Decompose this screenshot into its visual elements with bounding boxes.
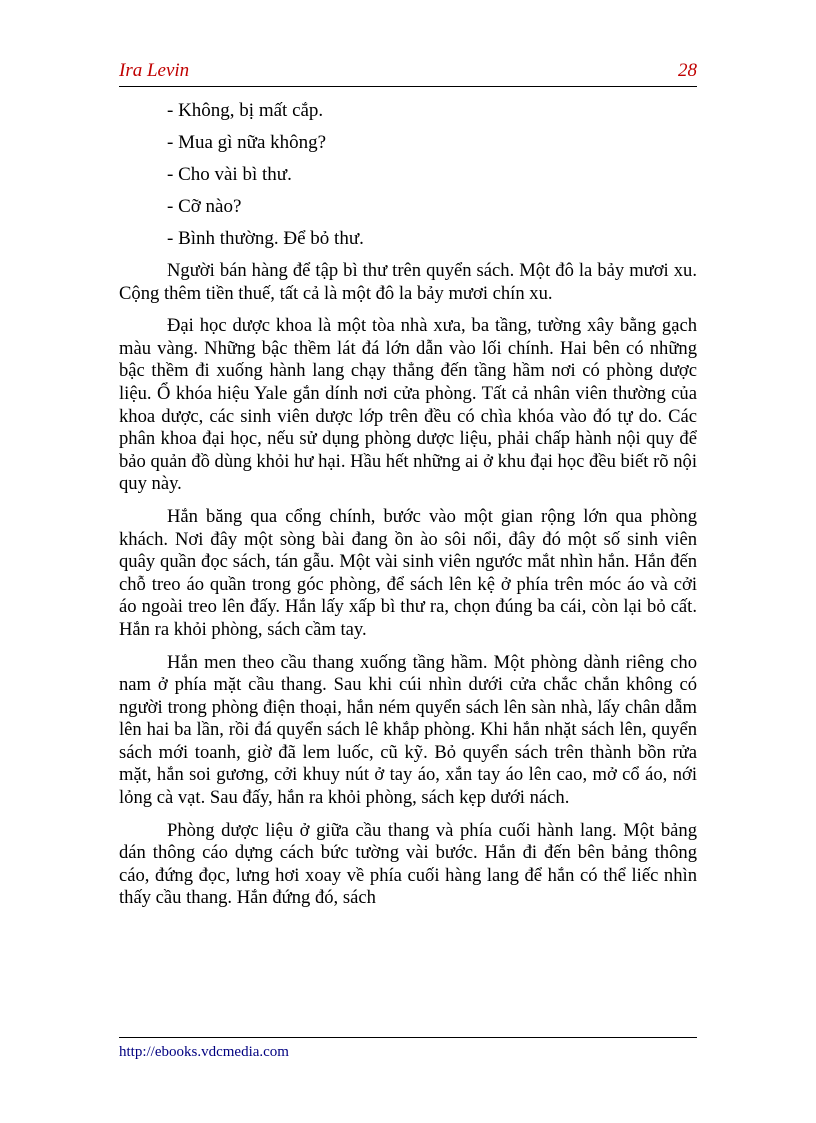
paragraph: Hắn băng qua cổng chính, bước vào một gian rộng lớn qua phòng khách. Nơi đây một sòng bài đang ồn ào sôi nổi, đây đó một số sinh viên quây quần đọc sách, tán gẫu. Một vài sinh viên ngước mắt nhìn hắn. Hắn đến chỗ treo áo quần trong góc phòng, để sách lên kệ ở phía trên móc áo và cởi áo ngoài treo lên đấy. Hắn lấy xấp bì thư ra, chọn đúng ba cái, còn lại bỏ cất. Hắn ra khỏi phòng, sách cầm tay.	[119, 505, 697, 640]
dialog-line: - Cỡ nào?	[167, 196, 242, 217]
dialog-line: - Bình thường. Để bỏ thư.	[167, 228, 364, 249]
footer-link[interactable]: http://ebooks.vdcmedia.com	[119, 1044, 289, 1060]
paragraph: Người bán hàng để tập bì thư trên quyển sách. Một đô la bảy mươi xu. Cộng thêm tiền thuế, tất cả là một đô la bảy mươi chín xu.	[119, 260, 697, 304]
page-number: 28	[678, 60, 697, 81]
dialog-line: - Cho vài bì thư.	[167, 164, 292, 185]
page-body	[119, 100, 697, 920]
paragraph: Hắn men theo cầu thang xuống tầng hầm. Một phòng dành riêng cho nam ở phía mặt cầu thang. Sau khi cúi nhìn dưới cửa chắc chắn không có người trong phòng điện thoại, hắn ném quyển sách lên sàn nhà, lấy chân dẫm lên hai ba lần, rồi đá quyển sách lê khắp phòng. Khi hắn nhặt sách lên, quyển sách mới toanh, giờ đã lem luốc, cũ kỹ. Bỏ quyển sách trên thành bồn rửa mặt, hắn soi gương, cởi khuy nút ở tay áo, xắn tay áo lên cao, mở cổ áo, nới lỏng cà vạt. Sau đấy, hắn ra khỏi phòng, sách kẹp dưới nách.	[119, 651, 697, 809]
author-name: Ira Levin	[119, 60, 190, 81]
dialog-line: - Không, bị mất cắp.	[167, 100, 324, 121]
paragraph: Phòng dược liệu ở giữa cầu thang và phía cuối hành lang. Một bảng dán thông cáo dựng cách bức tường vài bước. Hắn đi đến bên bảng thông cáo, đứng đọc, lưng hơi xoay về phía cuối hàng lang để hắn có thể liếc nhìn thấy cầu thang. Hắn đứng đó, sách	[119, 819, 697, 909]
footer-divider	[119, 1037, 697, 1038]
page-header	[119, 58, 697, 87]
paragraph: Đại học dược khoa là một tòa nhà xưa, ba tầng, tường xây bằng gạch màu vàng. Những bậc thềm lát đá lớn dẫn vào lối chính. Hai bên có những bậc thềm đi xuống hành lang chạy thẳng đến tầng hầm nơi có phòng dược liệu. Ổ khóa hiệu Yale gắn dính nơi cửa phòng. Tất cả nhân viên thường của khoa dược, các sinh viên dược lớp trên đều có chìa khóa vào đó tự do. Các phân khoa đại học, nếu sử dụng phòng dược liệu, phải chấp hành nội quy để bảo quản đồ dùng khỏi hư hại. Hầu hết những ai ở khu đại học đều biết rõ nội quy này.	[119, 315, 697, 495]
dialog-line: - Mua gì nữa không?	[167, 132, 327, 153]
